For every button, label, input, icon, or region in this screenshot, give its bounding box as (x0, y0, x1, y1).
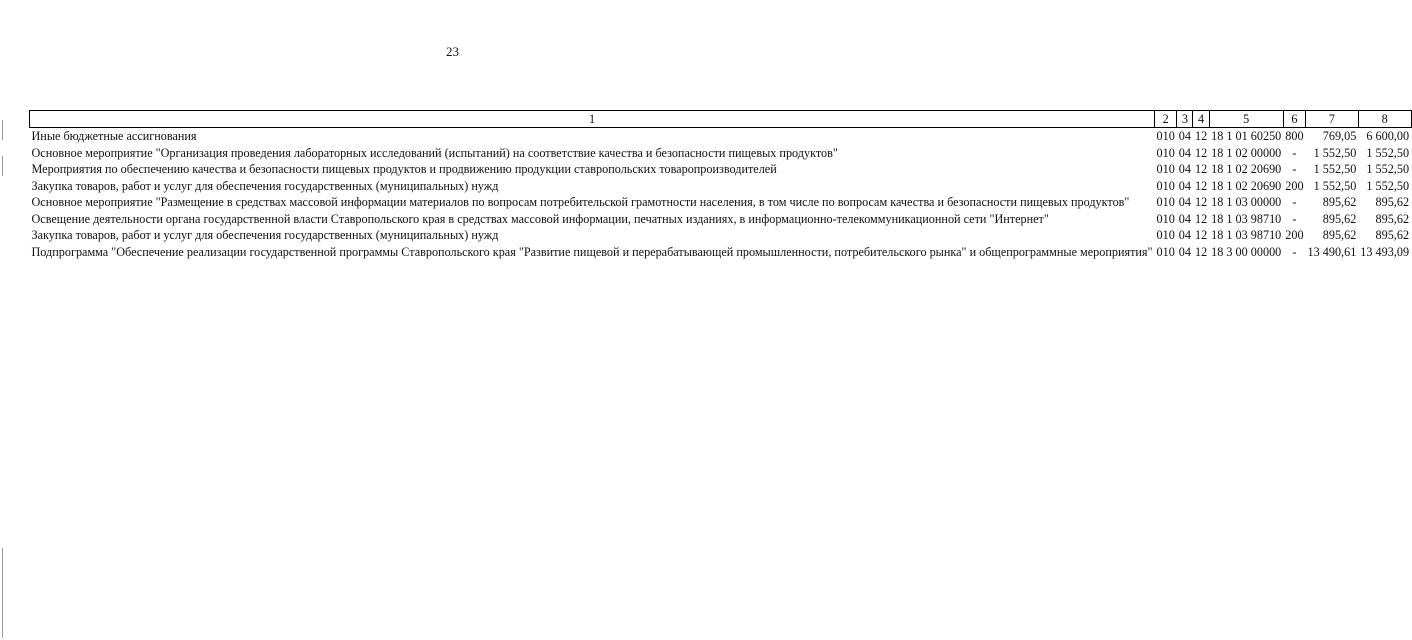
row-amount-1: 769,05 (1322, 129, 1357, 143)
row-target-article: 18 1 03 98710 (1211, 228, 1282, 242)
row-subsection: 12 (1194, 162, 1208, 176)
row-amount-2: 6 600,00 (1366, 129, 1410, 143)
row-expense-type: - (1292, 195, 1297, 209)
row-code: 010 (1156, 145, 1175, 160)
row-name: Закупка товаров, работ и услуг для обеспечения государственных (муниципальных) нужд (31, 178, 499, 193)
row-amount-2: 1 552,50 (1366, 145, 1410, 160)
column-header-7: 7 (1306, 111, 1359, 128)
row-name: Освещение деятельности органа государственной власти Ставропольского края в средствах массовой информации, печатных изданиях, в информационно-телекоммуникационной сети "Интернет" (31, 211, 1049, 226)
row-code: 010 (1156, 195, 1175, 209)
row-target-article: 18 1 01 60250 (1211, 129, 1282, 143)
row-amount-2: 1 552,50 (1366, 178, 1410, 193)
row-subsection: 12 (1194, 129, 1208, 143)
row-code: 010 (1156, 228, 1175, 242)
column-header-6: 6 (1283, 111, 1305, 128)
row-section: 04 (1178, 211, 1191, 226)
row-code: 010 (1156, 178, 1175, 193)
column-header-4: 4 (1193, 111, 1209, 128)
row-name: Мероприятия по обеспечению качества и безопасности пищевых продуктов и продвижению продукции ставропольских товаропроизводителей (31, 162, 777, 176)
row-target-article: 18 1 03 00000 (1211, 195, 1282, 209)
row-subsection: 12 (1194, 178, 1208, 193)
row-section: 04 (1178, 129, 1191, 143)
row-name: Иные бюджетные ассигнования (31, 129, 197, 143)
row-section: 04 (1178, 145, 1191, 160)
row-amount-1: 13 490,61 (1307, 244, 1357, 259)
row-subsection: 12 (1194, 211, 1208, 226)
row-code: 010 (1156, 129, 1175, 143)
row-subsection: 12 (1194, 195, 1208, 209)
row-expense-type: - (1292, 211, 1297, 226)
column-header-3: 3 (1177, 111, 1193, 128)
table-row (30, 145, 1412, 162)
budget-table (29, 110, 1412, 260)
row-expense-type: 200 (1285, 178, 1304, 193)
row-amount-1: 1 552,50 (1313, 145, 1357, 160)
row-target-article: 18 1 02 20690 (1211, 162, 1282, 176)
row-amount-1: 895,62 (1322, 195, 1357, 209)
column-header-8: 8 (1358, 111, 1411, 128)
row-expense-type: - (1292, 244, 1297, 259)
row-amount-2: 895,62 (1375, 228, 1410, 242)
table-row (30, 211, 1412, 228)
row-name: Закупка товаров, работ и услуг для обеспечения государственных (муниципальных) нужд (31, 228, 499, 242)
row-target-article: 18 1 02 20690 (1211, 178, 1282, 193)
row-target-article: 18 1 02 00000 (1211, 145, 1282, 160)
table-row (30, 194, 1412, 211)
table-row (30, 227, 1412, 244)
row-section: 04 (1178, 228, 1191, 242)
scan-edge-mark (2, 120, 3, 140)
row-amount-2: 13 493,09 (1360, 244, 1410, 259)
row-subsection: 12 (1194, 145, 1208, 160)
table-row (30, 161, 1412, 178)
column-header-2: 2 (1155, 111, 1177, 128)
table-row (30, 178, 1412, 195)
row-amount-2: 1 552,50 (1366, 162, 1410, 176)
row-code: 010 (1156, 244, 1175, 259)
row-subsection: 12 (1194, 244, 1208, 259)
row-amount-2: 895,62 (1375, 211, 1410, 226)
row-code: 010 (1156, 211, 1175, 226)
row-expense-type: 200 (1285, 228, 1304, 242)
row-code: 010 (1156, 162, 1175, 176)
row-expense-type: 800 (1285, 129, 1304, 143)
table-row (30, 128, 1412, 145)
row-amount-1: 1 552,50 (1313, 162, 1357, 176)
table-header-row (30, 111, 1412, 128)
row-name: Основное мероприятие "Размещение в средствах массовой информации материалов по вопросам потребительской грамотности населения, в том числе по вопросам качества и безопасности пищевых продуктов" (31, 195, 1130, 209)
column-header-1: 1 (30, 111, 1155, 128)
row-section: 04 (1178, 195, 1191, 209)
row-name: Основное мероприятие "Организация проведения лабораторных исследований (испытаний) на соответствие качества и безопасности пищевых продуктов" (31, 145, 838, 160)
row-section: 04 (1178, 178, 1191, 193)
column-header-5: 5 (1209, 111, 1283, 128)
row-amount-1: 1 552,50 (1313, 178, 1357, 193)
row-expense-type: - (1292, 162, 1297, 176)
scan-edge-mark (2, 548, 3, 638)
scan-edge-mark (2, 156, 3, 176)
row-target-article: 18 3 00 00000 (1211, 244, 1282, 259)
table-row (30, 244, 1412, 261)
row-section: 04 (1178, 162, 1191, 176)
row-amount-1: 895,62 (1322, 228, 1357, 242)
row-name: Подпрограмма "Обеспечение реализации государственной программы Ставропольского края "Развитие пищевой и перерабатывающей промышленности, потребительского рынка" и общепрограммные мероприятия" (31, 244, 1153, 259)
row-section: 04 (1178, 244, 1191, 259)
row-amount-1: 895,62 (1322, 211, 1357, 226)
row-subsection: 12 (1194, 228, 1208, 242)
page-number: 23 (446, 44, 459, 59)
row-target-article: 18 1 03 98710 (1211, 211, 1282, 226)
row-expense-type: - (1292, 145, 1297, 160)
row-amount-2: 895,62 (1375, 195, 1410, 209)
